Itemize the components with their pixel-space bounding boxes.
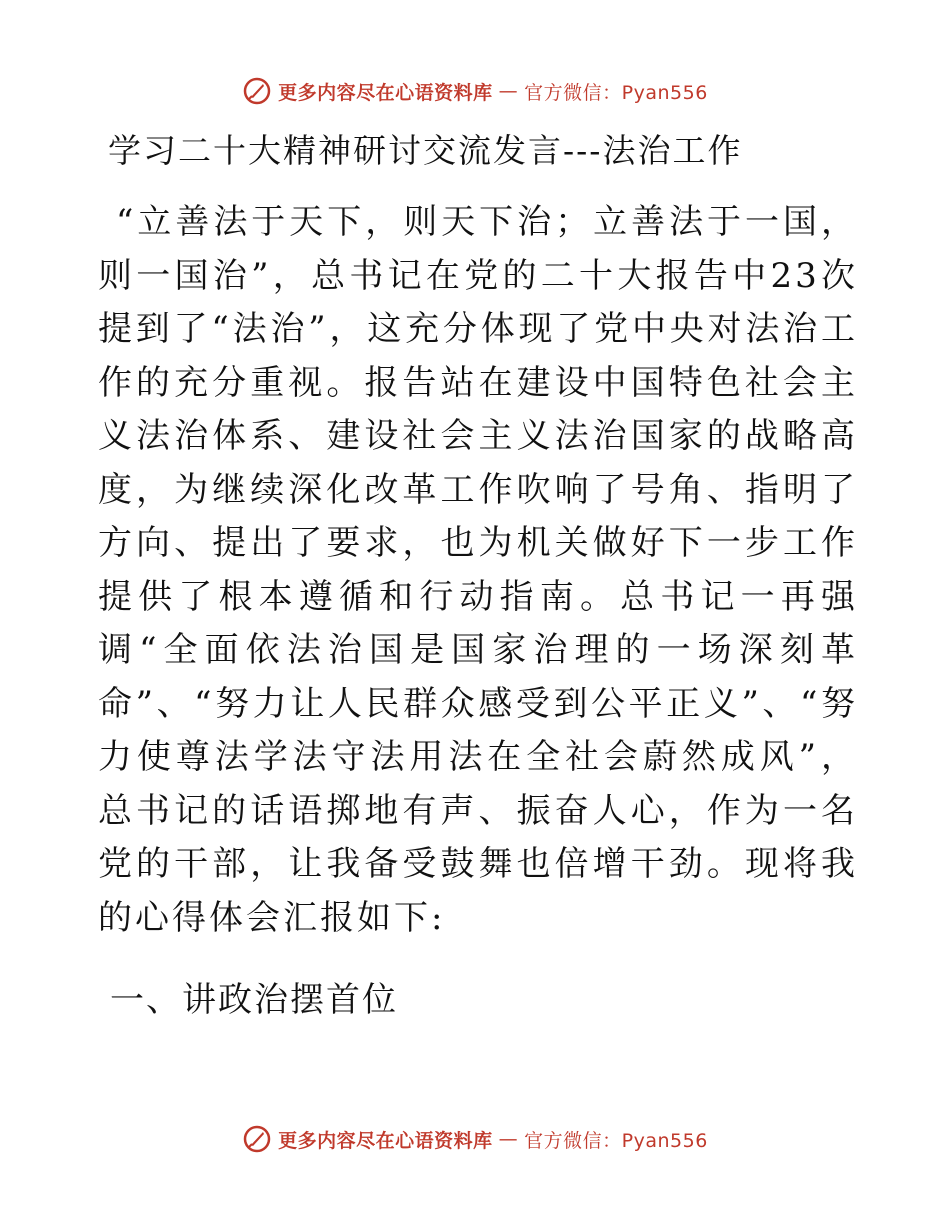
footer-watermark	[0, 1124, 950, 1154]
section-heading: 一、讲政治摆首位	[110, 980, 398, 1020]
watermark-separator: —	[498, 1128, 519, 1150]
watermark-main-text: 更多内容尽在心语资料库	[278, 81, 493, 104]
watermark-contact-text: 官方微信：Pyan556	[524, 81, 708, 104]
document-title: 学习二十大精神研讨交流发言---法治工作	[108, 131, 743, 170]
watermark-contact-text: 官方微信：Pyan556	[524, 1129, 708, 1152]
quill-logo-icon	[242, 1124, 272, 1154]
header-watermark	[0, 76, 950, 106]
watermark-main-text: 更多内容尽在心语资料库	[278, 1129, 493, 1152]
quill-logo-icon	[242, 76, 272, 106]
watermark-separator: —	[498, 80, 519, 102]
body-paragraph: “立善法于天下，则天下治；立善法于一国，则一国治”，总书记在党的二十大报告中23次提到了“法治”，这充分体现了党中央对法治工作的充分重视。报告站在建设中国特色社会主义法治体系、建设社会主义法治国家的战略高度，为继续深化改革工作吹响了号角、指明了方向、提出了要求，也为机关做好下一步工作提供了根本遵循和行动指南。总书记一再强调“全面依法治国是国家治理的一场深刻革命”、“努力让人民群众感受到公平正义”、“努力使尊法学法守法用法在全社会蔚然成风”，总书记的话语掷地有声、振奋人心，作为一名党的干部，让我备受鼓舞也倍增干劲。现将我的心得体会汇报如下:	[98, 202, 858, 938]
